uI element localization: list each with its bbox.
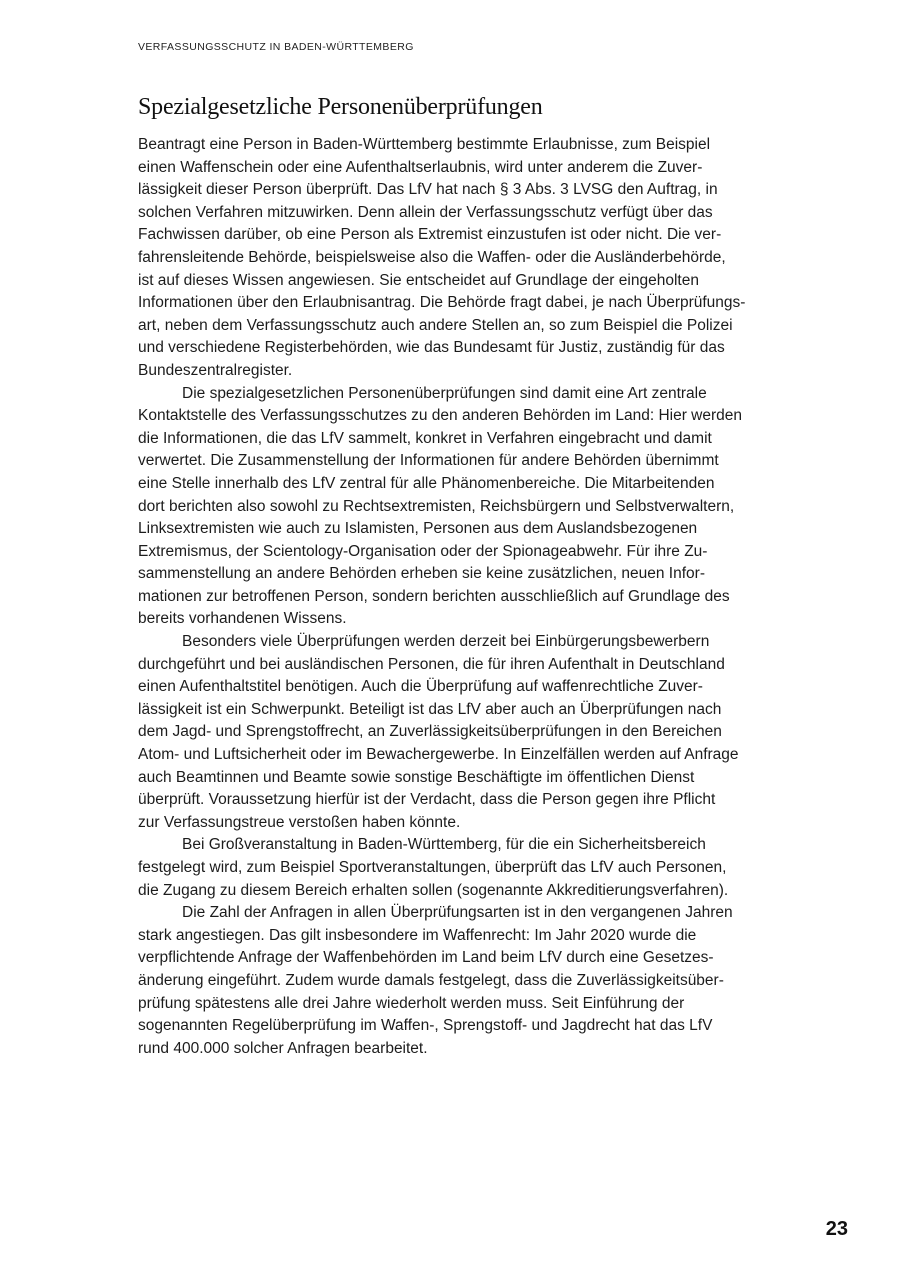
text-line: und verschiedene Registerbehörden, wie das Bundesamt für Justiz, zuständig für das bbox=[138, 339, 725, 357]
text-line: Bundeszentralregister. bbox=[138, 361, 293, 379]
text-line: stark angestiegen. Das gilt insbesondere im Waffenrecht: Im Jahr 2020 wurde die bbox=[138, 926, 697, 944]
section-title: Spezialgesetzliche Personenüberprüfungen bbox=[138, 94, 543, 120]
text-line: Extremismus, der Scientology-Organisation oder der Spionageabwehr. Für ihre Zu- bbox=[138, 542, 708, 560]
text-line: lässigkeit ist ein Schwerpunkt. Beteiligt ist das LfV aber auch an Überprüfungen nach bbox=[138, 700, 722, 718]
text-line: die Informationen, die das LfV sammelt, konkret in Verfahren eingebracht und damit bbox=[138, 429, 712, 447]
paragraph-start-line: Bei Großveranstaltung in Baden-Württemberg, für die ein Sicherheitsbereich bbox=[182, 836, 706, 854]
text-line: solchen Verfahren mitzuwirken. Denn allein der Verfassungsschutz verfügt über das bbox=[138, 203, 713, 221]
text-line: art, neben dem Verfassungsschutz auch andere Stellen an, so zum Beispiel die Polizei bbox=[138, 316, 733, 334]
page-number: 23 bbox=[825, 1218, 848, 1240]
text-line: sogenannten Regelüberprüfung im Waffen-, Sprengstoff- und Jagdrecht hat das LfV bbox=[138, 1017, 713, 1035]
text-line: dem Jagd- und Sprengstoffrecht, an Zuverlässigkeitsüberprüfungen in den Bereichen bbox=[138, 723, 722, 741]
text-line: einen Aufenthaltstitel benötigen. Auch die Überprüfung auf waffenrechtliche Zuver- bbox=[138, 678, 703, 696]
text-line: verwertet. Die Zusammenstellung der Informationen für andere Behörden übernimmt bbox=[138, 452, 719, 470]
text-line: durchgeführt und bei ausländischen Personen, die für ihren Aufenthalt in Deutschland bbox=[138, 655, 725, 673]
text-line: Kontaktstelle des Verfassungsschutzes zu den anderen Behörden im Land: Hier werden bbox=[138, 407, 743, 425]
paragraph-start-line: Die spezialgesetzlichen Personenüberprüfungen sind damit eine Art zentrale bbox=[182, 384, 707, 402]
text-line: lässigkeit dieser Person überprüft. Das LfV hat nach § 3 Abs. 3 LVSG den Auftrag, in bbox=[138, 181, 718, 199]
body-text bbox=[138, 134, 802, 1060]
running-header: VERFASSUNGSSCHUTZ IN BADEN-WÜRTTEMBERG bbox=[138, 41, 414, 53]
text-line: festgelegt wird, zum Beispiel Sportveranstaltungen, überprüft das LfV auch Personen, bbox=[138, 859, 727, 876]
text-line: Atom- und Luftsicherheit oder im Bewachergewerbe. In Einzelfällen werden auf Anfrage bbox=[138, 746, 739, 764]
text-line: änderung eingeführt. Zudem wurde damals festgelegt, dass die Zuverlässigkeitsüber- bbox=[138, 971, 724, 989]
paragraph-start-line: Besonders viele Überprüfungen werden derzeit bei Einbürgerungsbewerbern bbox=[182, 633, 710, 651]
text-line: Beantragt eine Person in Baden-Württemberg bestimmte Erlaubnisse, zum Beispiel bbox=[138, 136, 711, 153]
paragraph-start-line: Die Zahl der Anfragen in allen Überprüfungsarten ist in den vergangenen Jahren bbox=[182, 904, 733, 922]
text-line: Informationen über den Erlaubnisantrag. Die Behörde fragt dabei, je nach Überprüfungs- bbox=[138, 294, 746, 312]
text-line: sammenstellung an andere Behörden erheben sie keine zusätzlichen, neuen Infor- bbox=[138, 565, 705, 583]
text-line: ist auf dieses Wissen angewiesen. Sie entscheidet auf Grundlage der eingeholten bbox=[138, 271, 699, 289]
text-line: auch Beamtinnen und Beamte sowie sonstige Beschäftigte im öffentlichen Dienst bbox=[138, 768, 695, 786]
text-line: fahrensleitende Behörde, beispielsweise also die Waffen- oder die Ausländerbehörde, bbox=[138, 248, 726, 266]
text-line: rund 400.000 solcher Anfragen bearbeitet. bbox=[138, 1039, 428, 1057]
text-line: eine Stelle innerhalb des LfV zentral für alle Phänomenbereiche. Die Mitarbeitenden bbox=[138, 474, 715, 492]
text-line: überprüft. Voraussetzung hierfür ist der Verdacht, dass die Person gegen ihre Pflicht bbox=[138, 791, 716, 809]
text-line: zur Verfassungstreue verstoßen haben könnte. bbox=[138, 813, 461, 831]
text-line: dort berichten also sowohl zu Rechtsextremisten, Reichsbürgern und Selbstverwaltern, bbox=[138, 497, 735, 515]
text-line: prüfung spätestens alle drei Jahre wiederholt werden muss. Seit Einführung der bbox=[138, 994, 685, 1012]
text-line: Linksextremisten wie auch zu Islamisten, Personen aus dem Auslandsbezogenen bbox=[138, 520, 698, 538]
text-line: einen Waffenschein oder eine Aufenthaltserlaubnis, wird unter anderem die Zuver- bbox=[138, 158, 703, 176]
text-line: die Zugang zu diesem Bereich erhalten sollen (sogenannte Akkreditierungsverfahren). bbox=[138, 881, 729, 899]
text-line: mationen zur betroffenen Person, sondern berichten ausschließlich auf Grundlage des bbox=[138, 587, 730, 605]
text-line: Fachwissen darüber, ob eine Person als Extremist einzustufen ist oder nicht. Die ver- bbox=[138, 226, 722, 244]
text-line: verpflichtende Anfrage der Waffenbehörden im Land beim LfV durch eine Gesetzes- bbox=[138, 949, 714, 967]
text-line: bereits vorhandenen Wissens. bbox=[138, 610, 347, 628]
